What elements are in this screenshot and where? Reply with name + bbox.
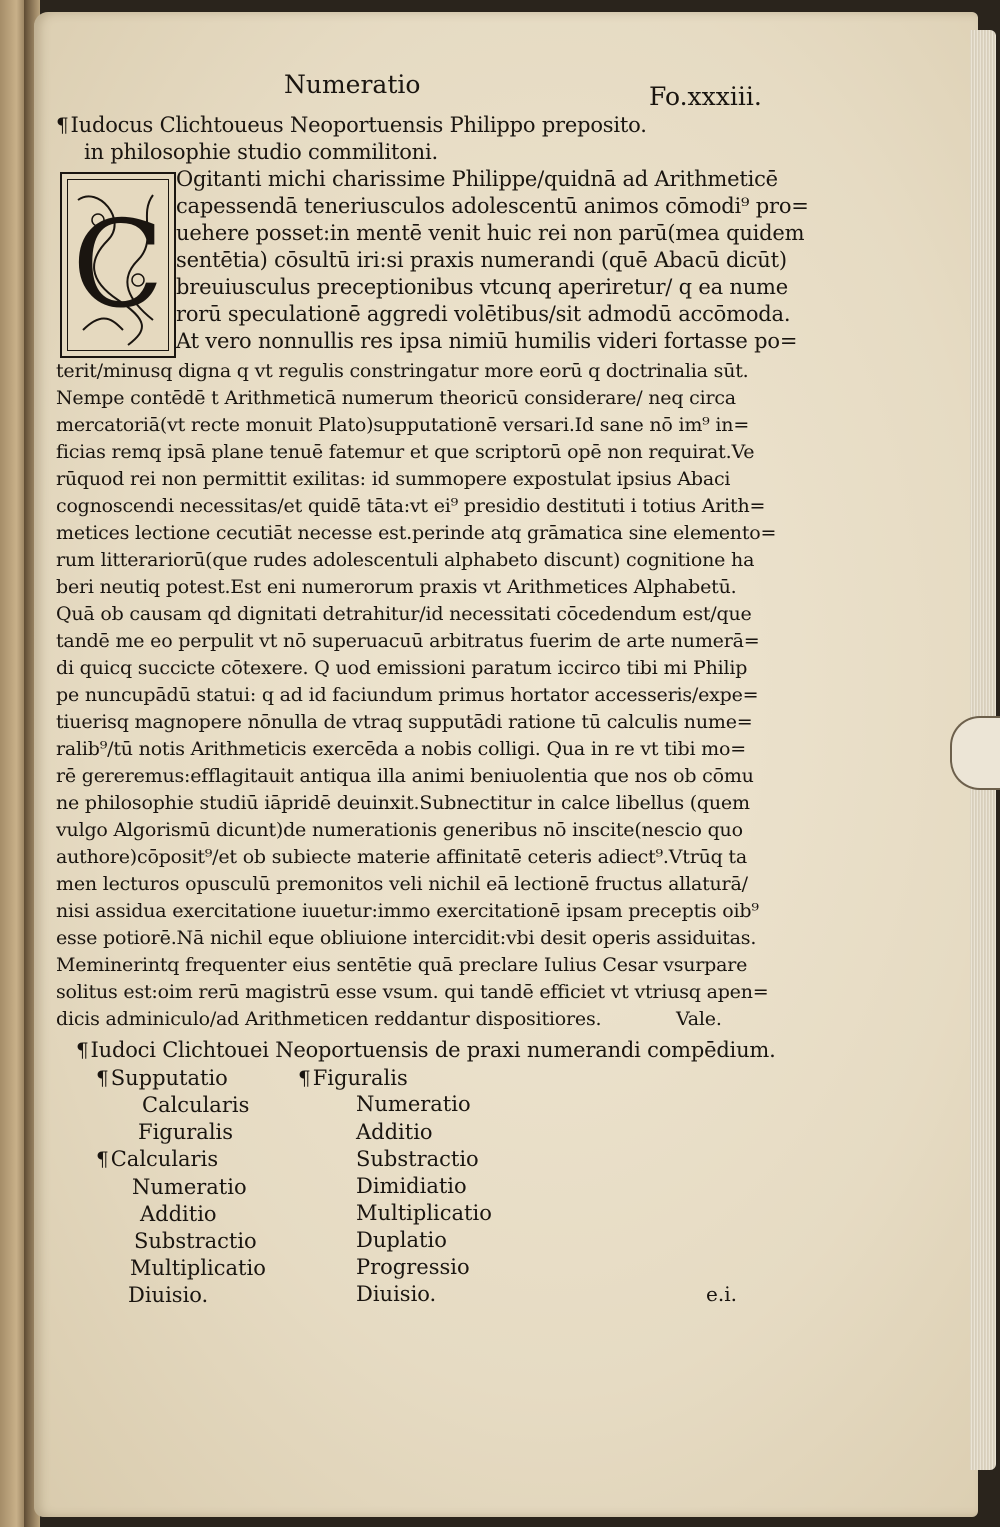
scheme-item: Multiplicatio bbox=[130, 1256, 266, 1280]
text-line: rūquod rei non permittit exilitas: id summopere expostulat ipsius Abaci bbox=[56, 468, 731, 490]
scheme-item: Numeratio bbox=[356, 1092, 471, 1116]
scheme-item: Figuralis bbox=[138, 1120, 234, 1144]
text-line: rum litterariorū(que rudes adolescentuli alphabeto discunt) cognitione ha bbox=[56, 549, 755, 571]
scheme-item: Substractio bbox=[356, 1147, 479, 1171]
text-line: rorū speculationē aggredi volētibus/sit admodū accōmoda. bbox=[176, 302, 791, 326]
signature-mark: e.i. bbox=[706, 1282, 737, 1306]
scheme-item: Multiplicatio bbox=[356, 1201, 492, 1225]
scheme-left-head: ¶Supputatio bbox=[96, 1066, 228, 1090]
text-line: vulgo Algorismū dicunt)de numerationis generibus nō inscite(nescio quo bbox=[56, 819, 743, 841]
paragraph-mark-icon: ¶ bbox=[96, 1147, 109, 1171]
text-line: nisi assidua exercitatione iuuetur:immo exercitationē ipsam preceptis oib⁹ bbox=[56, 900, 759, 922]
text-line: ralib⁹/tū notis Arithmeticis exercēda a nobis colligi. Qua in re vt tibi mo= bbox=[56, 738, 746, 760]
scheme-item: Additio bbox=[140, 1202, 217, 1226]
text-line: ne philosophie studiū iāpridē deuinxit.Subnectitur in calce libellus (quem bbox=[56, 792, 750, 814]
scheme-item: Numeratio bbox=[132, 1175, 247, 1199]
paragraph-mark-icon: ¶ bbox=[298, 1066, 311, 1090]
text-line: sentētia) cōsultū iri:si praxis numerandi (quē Abacū dicūt) bbox=[176, 248, 787, 272]
scheme-item: Duplatio bbox=[356, 1228, 447, 1252]
decorated-initial bbox=[60, 172, 176, 358]
text-line: tiuerisq magnopere nōnulla de vtraq supputādi ratione tū calculis nume= bbox=[56, 711, 753, 733]
initial-letter: C bbox=[72, 195, 164, 335]
text-line: pe nuncupādū statui: q ad id faciundum primus hortator accesseris/expe= bbox=[56, 684, 759, 706]
text-line: dicis adminiculo/ad Arithmeticen reddantur dispositiores. bbox=[56, 1008, 602, 1030]
text-line: beri neutiq potest.Est eni numerorum praxis vt Arithmetices Alphabetū. bbox=[56, 576, 737, 598]
text-line: breuiusculus preceptionibus vtcunq aperiretur/ q ea nume bbox=[176, 275, 788, 299]
scheme-item: Substractio bbox=[134, 1229, 257, 1253]
compendium-title: ¶Iudoci Clichtouei Neoportuensis de praxi numerandi compēdium. bbox=[76, 1038, 776, 1062]
scheme-item: Progressio bbox=[356, 1255, 470, 1279]
scheme-left-subhead: ¶Calcularis bbox=[96, 1147, 219, 1171]
text-line: Nempe contēdē t Arithmeticā numerum theoricū considerare/ neq circa bbox=[56, 387, 736, 409]
text-line: capessendā teneriusculos adolescentū animos cōmodi⁹ pro= bbox=[176, 194, 809, 218]
scheme-item: Dimidiatio bbox=[356, 1174, 467, 1198]
paragraph-mark-icon: ¶ bbox=[56, 113, 69, 137]
scheme-item: Additio bbox=[356, 1120, 433, 1144]
text-line: Quā ob causam qd dignitati detrahitur/id necessitati cōcedendum est/que bbox=[56, 603, 752, 625]
text-line: esse potiorē.Nā nichil eque obliuione intercidit:vbi desit operis assiduitas. bbox=[56, 927, 757, 949]
text-line: solitus est:oim rerū magistrū esse vsum. qui tandē efficiet vt vtriusq apen= bbox=[56, 981, 769, 1003]
scheme-item: Diuisio. bbox=[356, 1282, 437, 1306]
dedication-line-2: in philosophie studio commilitoni. bbox=[84, 140, 438, 164]
dedication-line-1: ¶Iudocus Clichtoueus Neoportuensis Philippo preposito. bbox=[56, 113, 647, 137]
text-line: men lecturos opusculū premonitos veli nichil eā lectionē fructus allaturā/ bbox=[56, 873, 748, 895]
scheme-right-head: ¶Figuralis bbox=[298, 1066, 408, 1090]
text-line: authore)cōposit⁹/et ob subiecte materie affinitatē ceteris adiect⁹.Vtrūq ta bbox=[56, 846, 747, 868]
text-line: cognoscendi necessitas/et quidē tāta:vt ei⁹ presidio destituti i totius Arith= bbox=[56, 495, 766, 517]
text-line: ficias remq ipsā plane tenuē fatemur et que scriptorū opē non requirat.Ve bbox=[56, 441, 755, 463]
scheme-item: Diuisio. bbox=[128, 1283, 209, 1307]
text-line: At vero nonnullis res ipsa nimiū humilis videri fortasse po= bbox=[176, 329, 798, 353]
text-line: mercatoriā(vt recte monuit Plato)supputationē versari.Id sane nō im⁹ in= bbox=[56, 414, 750, 436]
paragraph-mark-icon: ¶ bbox=[76, 1038, 89, 1062]
text-line: tandē me eo perpulit vt nō superuacuū arbitratus fuerim de arte numerā= bbox=[56, 630, 760, 652]
text-line: Ogitanti michi charissime Philippe/quidnā ad Arithmeticē bbox=[176, 167, 778, 191]
text-line: uehere posset:in mentē venit huic rei non parū(mea quidem bbox=[176, 221, 805, 245]
closing-vale: Vale. bbox=[676, 1008, 722, 1030]
running-title: Numeratio bbox=[284, 70, 421, 99]
text-line: metices lectione cecutiāt necesse est.perinde atq grāmatica sine elemento= bbox=[56, 522, 777, 544]
page-tab-marker bbox=[950, 716, 1000, 790]
text-line: rē gereremus:efflagitauit antiqua illa animi beniuolentia que nos ob cōmu bbox=[56, 765, 754, 787]
text-line: terit/minusq digna q vt regulis constringatur more eorū q doctrinalia sūt. bbox=[56, 360, 749, 382]
folio-number: Fo.xxxiii. bbox=[649, 82, 762, 111]
paragraph-mark-icon: ¶ bbox=[96, 1066, 109, 1090]
text-line: Meminerintq frequenter eius sentētie quā preclare Iulius Cesar vsurpare bbox=[56, 954, 748, 976]
text-line: di quicq succicte cōtexere. Q uod emissioni paratum iccirco tibi mi Philip bbox=[56, 657, 748, 679]
scheme-item: Calcularis bbox=[142, 1093, 250, 1117]
